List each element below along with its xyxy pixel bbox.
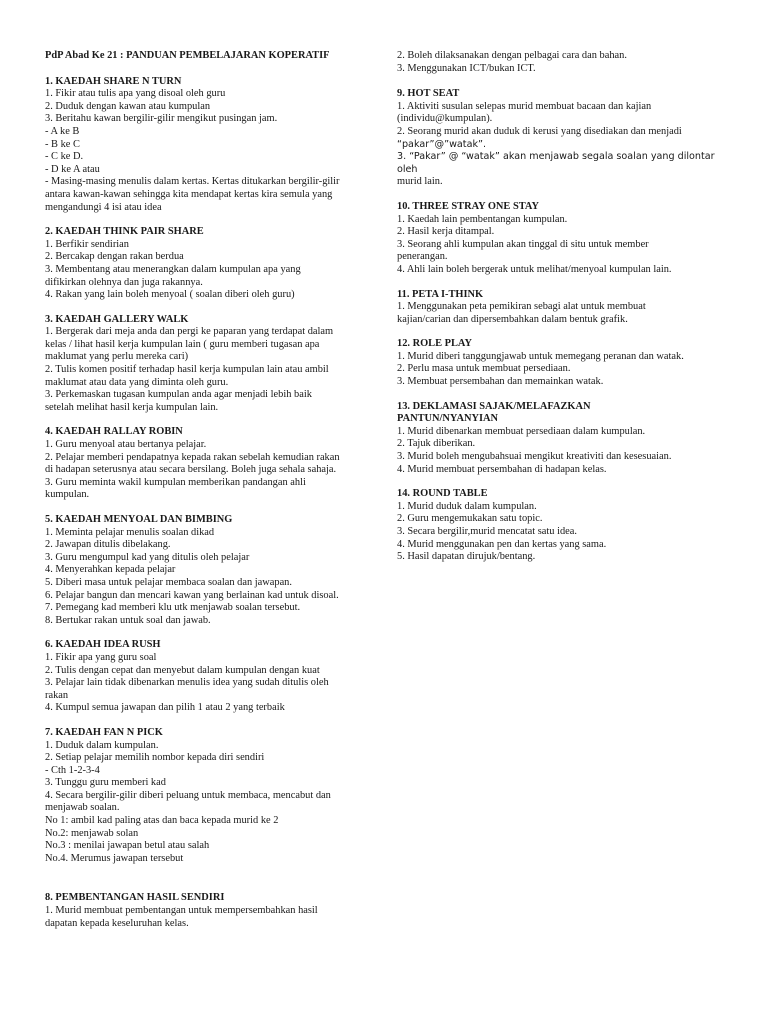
section	[397, 201, 737, 277]
section	[397, 488, 737, 564]
body-line: No 1: ambil kad paling atas dan baca kepada murid ke 2	[45, 815, 279, 827]
body-line: (individu@kumpulan).	[397, 113, 493, 125]
body-line: 2. Tajuk diberikan.	[397, 438, 476, 450]
body-line: 3. “Pakar” @ “watak” akan menjawab segala soalan yang dilontar oleh	[397, 151, 715, 175]
body-line: “pakar”@”watak”.	[397, 138, 487, 150]
section-heading: 8. PEMBENTANGAN HASIL SENDIRI	[45, 892, 225, 904]
section-heading: 11. PETA I-THINK	[397, 288, 484, 300]
body-line: 2. Setiap pelajar memilih nombor kepada diri sendiri	[45, 752, 265, 764]
body-line: 3. Perkemaskan tugasan kumpulan anda agar menjadi lebih baik	[45, 389, 312, 401]
body-line: 3. Guru meminta wakil kumpulan memberikan pandangan ahli	[45, 476, 306, 488]
section-heading: 14. ROUND TABLE	[397, 488, 488, 500]
section	[397, 289, 737, 327]
section	[45, 426, 385, 502]
body-line: 4. Murid membuat persembahan di hadapan kelas.	[397, 463, 607, 475]
body-line: - D ke A atau	[45, 163, 100, 175]
section	[45, 514, 385, 627]
body-line: 3. Pelajar lain tidak dibenarkan menulis idea yang sudah ditulis oleh	[45, 677, 329, 689]
section	[45, 639, 385, 715]
section	[45, 892, 385, 930]
body-line: 2. Duduk dengan kawan atau kumpulan	[45, 100, 211, 112]
body-line: kelas / lihat hasil kerja kumpulan lain ( guru memberi tugasan apa	[45, 338, 320, 350]
body-line: 2. Guru mengemukakan satu topic.	[397, 513, 543, 525]
body-line: 1. Kaedah lain pembentangan kumpulan.	[397, 213, 568, 225]
body-line: setelah melihat hasil kerja kumpulan lain.	[45, 401, 219, 413]
body-line: dapatan kepada keseluruhan kelas.	[45, 917, 189, 929]
left-column	[45, 50, 385, 942]
body-line: No.4. Merumus jawapan tersebut	[45, 852, 184, 864]
body-line: 4. Kumpul semua jawapan dan pilih 1 atau 2 yang terbaik	[45, 702, 285, 714]
body-line: 3. Menggunakan ICT/bukan ICT.	[397, 62, 536, 74]
section-heading: 2. KAEDAH THINK PAIR SHARE	[45, 226, 204, 238]
section	[397, 401, 737, 477]
body-line: 2. Seorang murid akan duduk di kerusi yang disediakan dan menjadi	[397, 125, 682, 137]
body-line: 3. Murid boleh mengubahsuai mengikut kreativiti dan kesesuaian.	[397, 451, 672, 463]
body-line: 3. Membuat persembahan dan memainkan watak.	[397, 376, 604, 388]
section	[397, 88, 737, 189]
body-line: 1. Guru menyoal atau bertanya pelajar.	[45, 439, 207, 451]
body-line: maklumat atau data yang diminta oleh guru.	[45, 376, 229, 388]
body-line: di hadapan seterusnya atau secara bersilang. Boleh juga sehala sahaja.	[45, 464, 337, 476]
section	[45, 314, 385, 415]
body-line: 3. Beritahu kawan bergilir-gilir mengikut pusingan jam.	[45, 113, 278, 125]
body-line: 1. Fikir apa yang guru soal	[45, 651, 157, 663]
body-line: 6. Pelajar bangun dan mencari kawan yang berlainan kad untuk disoal.	[45, 589, 339, 601]
body-line: antara kawan-kawan sehingga kita mendapat kertas kira semula yang	[45, 188, 333, 200]
body-line: - C ke D.	[45, 151, 84, 163]
body-line: 2. Tulis dengan cepat dan menyebut dalam kumpulan dengan kuat	[45, 664, 320, 676]
body-line: 2. Perlu masa untuk membuat persediaan.	[397, 363, 571, 375]
section-heading: 10. THREE STRAY ONE STAY	[397, 200, 539, 212]
section-heading: 1. KAEDAH SHARE N TURN	[45, 75, 182, 87]
body-line: No.3 : menilai jawapan betul atau salah	[45, 840, 210, 852]
body-line: 5. Hasil dapatan dirujuk/bentang.	[397, 551, 536, 563]
body-line: 1. Menggunakan peta pemikiran sebagi alat untuk membuat	[397, 301, 646, 313]
section	[397, 50, 737, 75]
body-line: 1. Aktiviti susulan selepas murid membuat bacaan dan kajian	[397, 100, 652, 112]
body-line: kajian/carian dan dipersembahkan dalam bentuk grafik.	[397, 313, 628, 325]
body-line: menjawab soalan.	[45, 802, 120, 814]
body-line: mengandungi 4 isi atau idea	[45, 201, 162, 213]
body-line: 2. Bercakap dengan rakan berdua	[45, 251, 184, 263]
body-line: 1. Bergerak dari meja anda dan pergi ke paparan yang terdapat dalam	[45, 326, 334, 338]
body-line: murid lain.	[397, 176, 443, 188]
section-heading: 7. KAEDAH FAN N PICK	[45, 726, 163, 738]
body-line: No.2: menjawab solan	[45, 827, 139, 839]
section	[397, 338, 737, 388]
right-column	[397, 50, 737, 576]
body-line: 3. Tunggu guru memberi kad	[45, 777, 166, 789]
body-line: kumpulan.	[45, 489, 90, 501]
section-heading: 9. HOT SEAT	[397, 88, 460, 100]
section-heading: 13. DEKLAMASI SAJAK/MELAFAZKAN	[397, 400, 591, 412]
body-line: 1. Murid dibenarkan membuat persediaan dalam kumpulan.	[397, 425, 646, 437]
body-line: penerangan.	[397, 251, 448, 263]
body-line: - Cth 1-2-3-4	[45, 764, 100, 776]
body-line: 3. Guru mengumpul kad yang ditulis oleh pelajar	[45, 551, 250, 563]
body-line: 3. Seorang ahli kumpulan akan tinggal di situ untuk member	[397, 238, 649, 250]
body-line: - A ke B	[45, 125, 80, 137]
body-line: 1. Murid membuat pembentangan untuk mempersembahkan hasil	[45, 905, 318, 917]
body-line: 1. Murid diberi tanggungjawab untuk memegang peranan dan watak.	[397, 350, 684, 362]
body-line: 5. Diberi masa untuk pelajar membaca soalan dan jawapan.	[45, 576, 292, 588]
section	[45, 76, 385, 215]
body-line: 4. Rakan yang lain boleh menyoal ( soalan diberi oleh guru)	[45, 289, 295, 301]
body-line: 4. Menyerahkan kepada pelajar	[45, 564, 176, 576]
section-heading: 6. KAEDAH IDEA RUSH	[45, 639, 161, 651]
body-line: maklumat yang perlu mereka cari)	[45, 351, 189, 363]
body-line: 2. Jawapan ditulis dibelakang.	[45, 539, 171, 551]
body-line: 1. Meminta pelajar menulis soalan dikad	[45, 526, 215, 538]
body-line: - B ke C	[45, 138, 80, 150]
body-line: 4. Ahli lain boleh bergerak untuk melihat/menyoal kumpulan lain.	[397, 263, 672, 275]
section-heading: PANTUN/NYANYIAN	[397, 413, 499, 425]
body-line: 8. Bertukar rakan untuk soal dan jawab.	[45, 614, 211, 626]
body-line: 1. Berfikir sendirian	[45, 238, 129, 250]
body-line: 2. Pelajar memberi pendapatnya kepada rakan sebelah kemudian rakan	[45, 451, 340, 463]
body-line: 2. Boleh dilaksanakan dengan pelbagai cara dan bahan.	[397, 50, 627, 61]
body-line: 3. Secara bergilir,murid mencatat satu idea.	[397, 526, 578, 537]
body-line: difikirkan olehnya dan juga rakannya.	[45, 276, 203, 288]
section-heading: 3. KAEDAH GALLERY WALK	[45, 313, 189, 325]
body-line: rakan	[45, 689, 69, 701]
body-line: - Masing-masing menulis dalam kertas. Kertas ditukarkan bergilir-gilir	[45, 176, 340, 188]
body-line: 1. Duduk dalam kumpulan.	[45, 739, 159, 751]
section	[45, 226, 385, 302]
body-line: 1. Murid duduk dalam kumpulan.	[397, 500, 537, 512]
section	[45, 727, 385, 866]
body-line: 1. Fikir atau tulis apa yang disoal oleh guru	[45, 88, 226, 100]
section-heading: 5. KAEDAH MENYOAL DAN BIMBING	[45, 514, 233, 525]
body-line: 4. Murid menggunakan pen dan kertas yang sama.	[397, 538, 607, 550]
body-line: 2. Hasil kerja ditampal.	[397, 226, 495, 238]
section-heading: 12. ROLE PLAY	[397, 338, 472, 350]
body-line: 4. Secara bergilir-gilir diberi peluang untuk membaca, mencabut dan	[45, 789, 331, 801]
body-line: 2. Tulis komen positif terhadap hasil kerja kumpulan lain atau ambil	[45, 364, 329, 376]
document-title: PdP Abad Ke 21 : PANDUAN PEMBELAJARAN KOPERATIF	[45, 50, 330, 61]
body-line: 3. Membentang atau menerangkan dalam kumpulan apa yang	[45, 263, 301, 275]
body-line: 7. Pemegang kad memberi klu utk menjawab soalan tersebut.	[45, 602, 301, 614]
section-heading: 4. KAEDAH RALLAY ROBIN	[45, 426, 183, 438]
